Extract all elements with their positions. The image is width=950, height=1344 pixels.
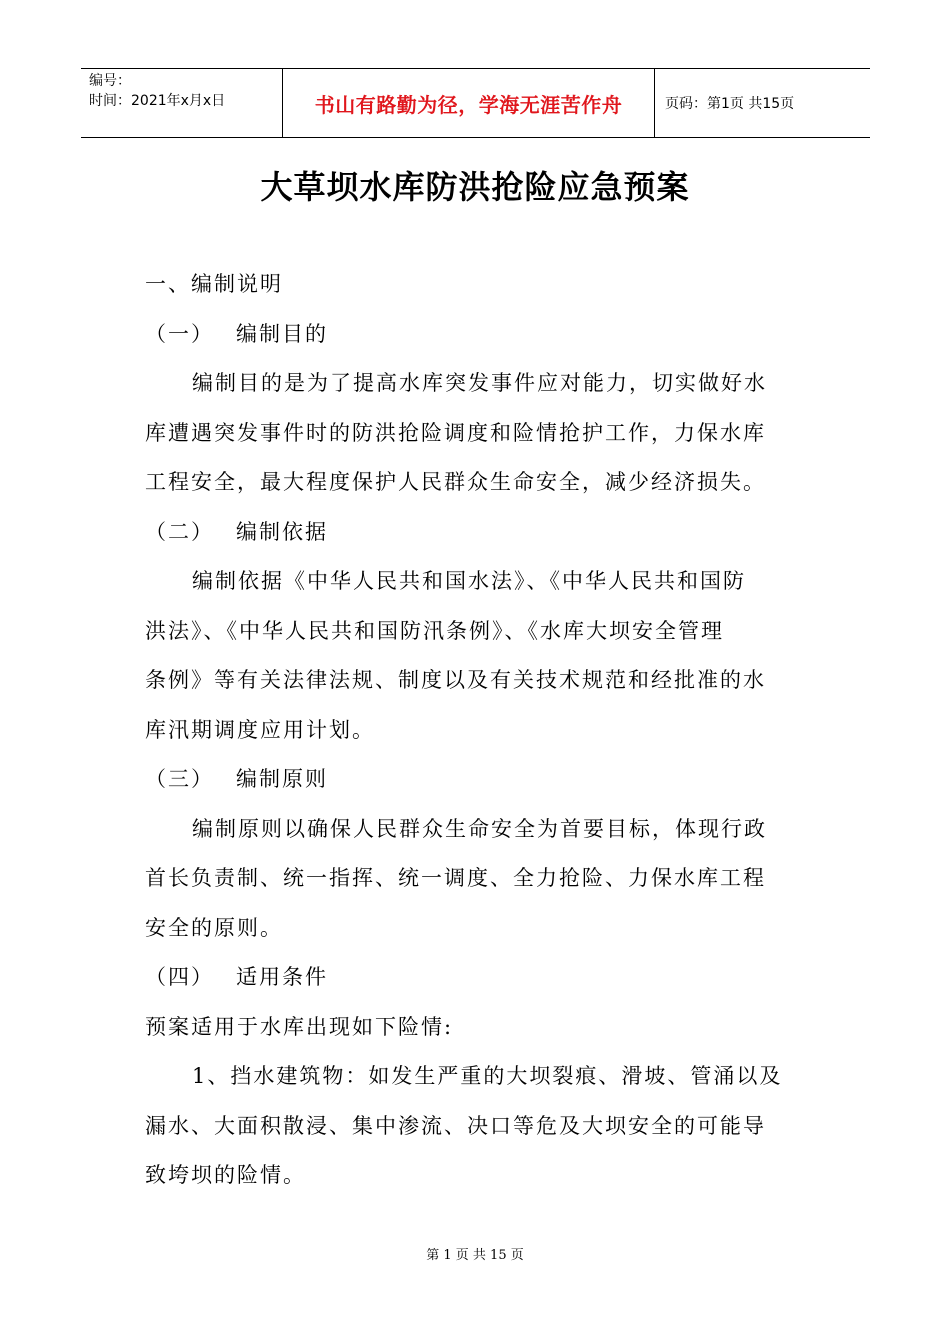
paragraph-line: 编制原则以确保人民群众生命安全为首要目标，体现行政 — [192, 816, 767, 841]
subsection-number: （一） — [145, 321, 214, 346]
paragraph-line: 编制依据《中华人民共和国水法》、《中华人民共和国防 — [192, 569, 746, 593]
subsection-heading — [145, 310, 810, 360]
subsection-heading — [145, 953, 810, 1003]
subsection-title: 适用条件 — [236, 965, 328, 989]
subsection-heading — [145, 508, 810, 558]
number-label: 编号： — [89, 73, 131, 89]
paragraph-line: 漏水、大面积散浸、集中渗流、决口等危及大坝安全的可能导 — [145, 1113, 766, 1138]
paragraph-line: 1、挡水建筑物：如发生严重的大坝裂痕、滑坡、管涌以及 — [192, 1064, 783, 1088]
header-page-cell — [655, 69, 870, 137]
header-motto-cell — [282, 69, 655, 137]
header-left-cell — [81, 69, 282, 137]
section-heading: 一、编制说明 — [145, 272, 283, 296]
paragraph-line: 编制目的是为了提高水库突发事件应对能力，切实做好水 — [192, 371, 767, 395]
paragraph-line: 致垮坝的险情。 — [145, 1163, 306, 1187]
document-title: 大草坝水库防洪抢险应急预案 — [260, 168, 690, 206]
subsection-number: （二） — [145, 519, 214, 544]
subsection-heading — [145, 755, 810, 805]
paragraph-line: 安全的原则。 — [145, 915, 283, 940]
subsection-title: 编制依据 — [236, 519, 328, 544]
motto-text: 书山有路勤为径，学海无涯苦作舟 — [314, 92, 623, 117]
paragraph-line: 洪法》、《中华人民共和国防汛条例》、《水库大坝安全管理 — [145, 618, 724, 643]
paragraph-line: 首长负责制、统一指挥、统一调度、全力抢险、力保水库工程 — [145, 866, 766, 890]
document-body — [145, 260, 810, 1201]
page-footer: 第 1 页 共 15 页 — [426, 1248, 524, 1263]
subsection-number: （三） — [145, 767, 214, 791]
subsection-title: 编制原则 — [236, 767, 328, 791]
paragraph-line: 库汛期调度应用计划。 — [145, 717, 375, 742]
header-table — [81, 68, 870, 138]
paragraph-line: 工程安全，最大程度保护人民群众生命安全，减少经济损失。 — [145, 470, 766, 494]
subsection-number: （四） — [145, 965, 214, 989]
page-info: 页码：第1页 共15页 — [665, 96, 795, 112]
date-label: 时间：2021年x月x日 — [89, 93, 226, 109]
paragraph-line: 预案适用于水库出现如下险情: — [145, 1014, 454, 1039]
paragraph-line: 条例》等有关法律法规、制度以及有关技术规范和经批准的水 — [145, 668, 766, 692]
paragraph-line: 库遭遇突发事件时的防洪抢险调度和险情抢护工作，力保水库 — [145, 420, 766, 445]
subsection-title: 编制目的 — [236, 321, 328, 346]
